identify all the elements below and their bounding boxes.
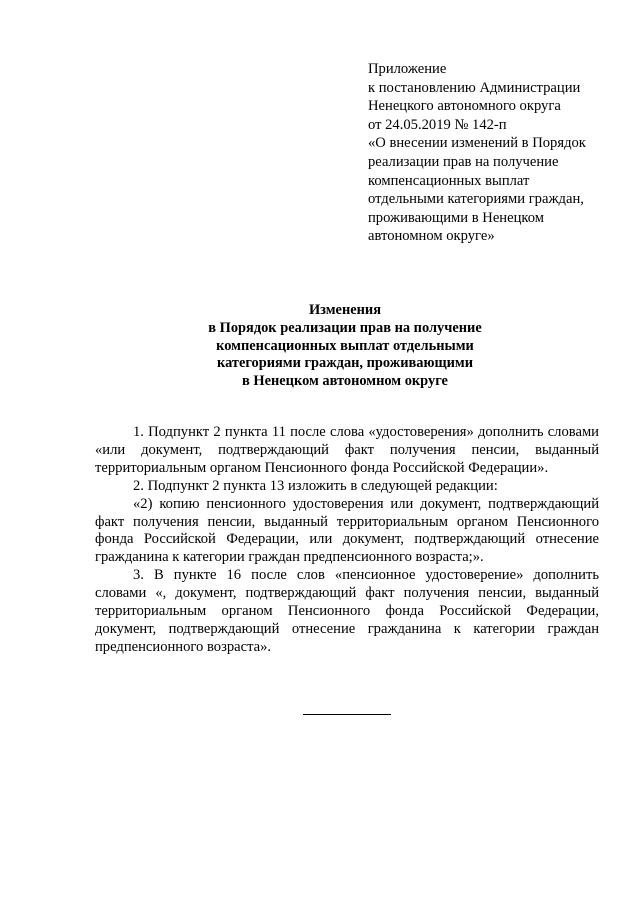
document-body: [95, 424, 599, 657]
appendix-line: компенсационных выплат: [368, 172, 530, 189]
title-line: Изменения: [308, 302, 381, 318]
appendix-block: [368, 60, 630, 246]
appendix-line: реализации прав на получение: [368, 153, 559, 170]
paragraph-3: 3. В пункте 16 после слов «пенсионное удостоверение» дополнить словами «, документ, подтверждающий факт получения пенсии, выданный территориальным органом Пенсионного фонда Российской Федерации, документ, подтверждающий отнесение гражданина к категории граждан предпенсионного возраста».: [95, 567, 599, 655]
appendix-line: к постановлению Администрации: [368, 79, 581, 96]
paragraph-2-quote: «2) копию пенсионного удостоверения или документ, подтверждающий факт получения пенсии, выданный территориальным органом Пенсионного фонда Российской Федерации, или документ, подтверждающий отнесение гражданина к категории граждан предпенсионного возраста;».: [95, 495, 599, 566]
paragraph-1: 1. Подпункт 2 пункта 11 после слова «удостоверения» дополнить словами «или документ, подтверждающий факт получения пенсии, выданный территориальным органом Пенсионного фонда Российской Федерации».: [95, 424, 599, 476]
appendix-line: автономном округе»: [368, 228, 495, 245]
appendix-line: от 24.05.2019 № 142-п: [368, 116, 507, 133]
document-title: [150, 302, 540, 391]
appendix-line: Приложение: [368, 61, 447, 77]
paragraph-2: 2. Подпункт 2 пункта 13 изложить в следующей редакции:: [133, 477, 498, 494]
title-line: в Порядок реализации прав на получение: [208, 319, 482, 336]
title-line: категориями граждан, проживающими: [217, 355, 473, 372]
appendix-line: Ненецкого автономного округа: [368, 98, 561, 115]
appendix-line: отдельными категориями граждан,: [368, 191, 584, 208]
end-divider: [303, 714, 391, 715]
title-line: в Ненецком автономном округе: [242, 373, 448, 390]
appendix-line: проживающими в Ненецком: [368, 209, 545, 226]
appendix-line: «О внесении изменений в Порядок: [368, 135, 586, 152]
title-line: компенсационных выплат отдельными: [216, 337, 474, 354]
